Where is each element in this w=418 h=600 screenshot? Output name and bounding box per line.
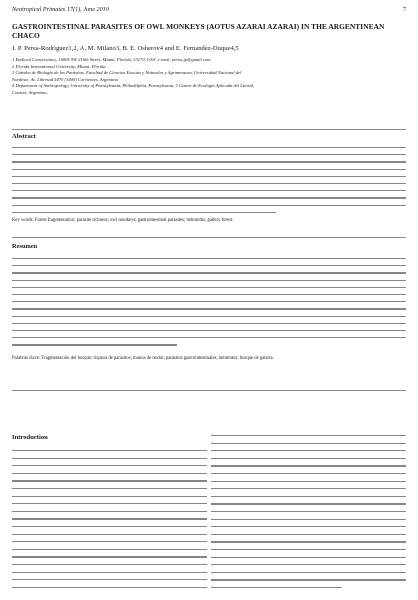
affiliation-line: 4 Department of Anthropology, University of Pennsylvania, Philadelphia, Pennsylvania, 5 Centro de Ecología Aplicada del Litoral, — [12, 83, 255, 88]
text-line — [12, 477, 207, 485]
text-line — [12, 187, 406, 194]
text-line — [12, 284, 406, 291]
text-line — [12, 462, 207, 470]
page-number: 7 — [402, 6, 406, 13]
introduction-column-right — [211, 432, 406, 591]
text-line — [12, 531, 207, 539]
text-line — [12, 277, 406, 284]
divider — [12, 237, 406, 238]
text-line — [12, 298, 406, 305]
text-line — [12, 158, 406, 165]
text-line — [211, 462, 406, 470]
abstract-heading: Abstract — [12, 133, 36, 140]
text-line — [211, 493, 406, 501]
affiliation-line: 3 Cátedra de Biología de los Parásitos, Facultad de Ciencias Exactas y Naturales y Agrimensura, Universidad Nacional del — [12, 70, 242, 75]
palabras-clave: Palabras clave: Fragmentación del bosque; riqueza de parásitos; monos de noche; parásitos gastrointestinales; helmintos; bosque de galería. — [12, 356, 274, 361]
affiliation-line: 2 Florida International University, Miami, Florida — [12, 63, 106, 69]
text-line — [211, 455, 406, 463]
divider — [12, 390, 406, 391]
text-line — [12, 291, 406, 298]
text-line — [12, 500, 207, 508]
text-line — [12, 546, 207, 554]
abstract-body — [12, 144, 406, 216]
text-line — [12, 269, 406, 276]
text-line — [211, 546, 406, 554]
text-line — [12, 515, 207, 523]
divider — [12, 129, 406, 130]
text-line — [12, 144, 406, 151]
text-line — [12, 455, 207, 463]
article-title: GASTROINTESTINAL PARASITES OF OWL MONKEYS (AOTUS AZARAI AZARAI) IN THE ARGENTINEAN CHACO — [12, 22, 385, 40]
text-line — [12, 569, 207, 577]
text-line — [12, 194, 406, 201]
text-line — [12, 447, 207, 455]
text-line — [12, 255, 406, 262]
text-line — [12, 173, 406, 180]
text-line — [211, 538, 406, 546]
text-line — [12, 151, 406, 158]
text-line — [12, 209, 406, 216]
text-line — [211, 523, 406, 531]
text-line — [12, 202, 406, 209]
text-line — [12, 493, 207, 501]
text-line — [12, 553, 207, 561]
text-line — [12, 320, 406, 327]
text-line — [211, 470, 406, 478]
text-line — [211, 576, 406, 584]
text-line — [12, 262, 406, 269]
text-line — [12, 305, 406, 312]
text-line — [12, 576, 207, 584]
journal-header: Neotropical Primates 17(1), June 2010 — [12, 6, 109, 13]
text-line — [12, 166, 406, 173]
text-line — [12, 334, 406, 341]
article-authors: J. P. Perea-Rodriguez1,2, A. M. Milano3, B. E. Osherov4 and E. Fernandez-Duque4,5 — [12, 45, 239, 52]
introduction-heading: Introduction — [12, 434, 48, 441]
text-line — [211, 432, 406, 440]
text-line — [211, 500, 406, 508]
text-line — [211, 485, 406, 493]
text-line — [12, 561, 207, 569]
text-line — [12, 327, 406, 334]
text-line — [211, 447, 406, 455]
text-line — [12, 313, 406, 320]
text-line — [211, 508, 406, 516]
text-line — [12, 485, 207, 493]
affiliation-line: Nordeste, Av. Libertad 5470 (3400) Corrientes, Argentina — [12, 76, 118, 82]
text-line — [12, 508, 207, 516]
text-line — [211, 478, 406, 486]
text-line — [211, 516, 406, 524]
text-line — [12, 523, 207, 531]
text-line — [211, 561, 406, 569]
affiliations — [12, 57, 410, 96]
keywords: Key words: Forest fragmentation; parasite richness; owl monkeys; gastrointestinal parasites; helminths; gallery forest. — [12, 218, 234, 223]
affiliation-line: 1 Endicott Conservancy, 14005 SW 216th Street, Miami, Florida, 33170, USA, e-mail: perea.jp@gmail.com — [12, 57, 211, 62]
text-line — [211, 554, 406, 562]
text-line — [12, 180, 406, 187]
introduction-column-left — [12, 447, 207, 591]
text-line — [211, 584, 406, 592]
text-line — [12, 584, 207, 592]
text-line — [12, 538, 207, 546]
text-line — [211, 440, 406, 448]
affiliation-line: Conicet, Argentina. — [12, 89, 48, 95]
text-line — [12, 470, 207, 478]
text-line — [211, 569, 406, 577]
resumen-body — [12, 255, 406, 348]
text-line — [211, 531, 406, 539]
resumen-heading: Resumen — [12, 243, 38, 250]
text-line — [12, 341, 406, 348]
